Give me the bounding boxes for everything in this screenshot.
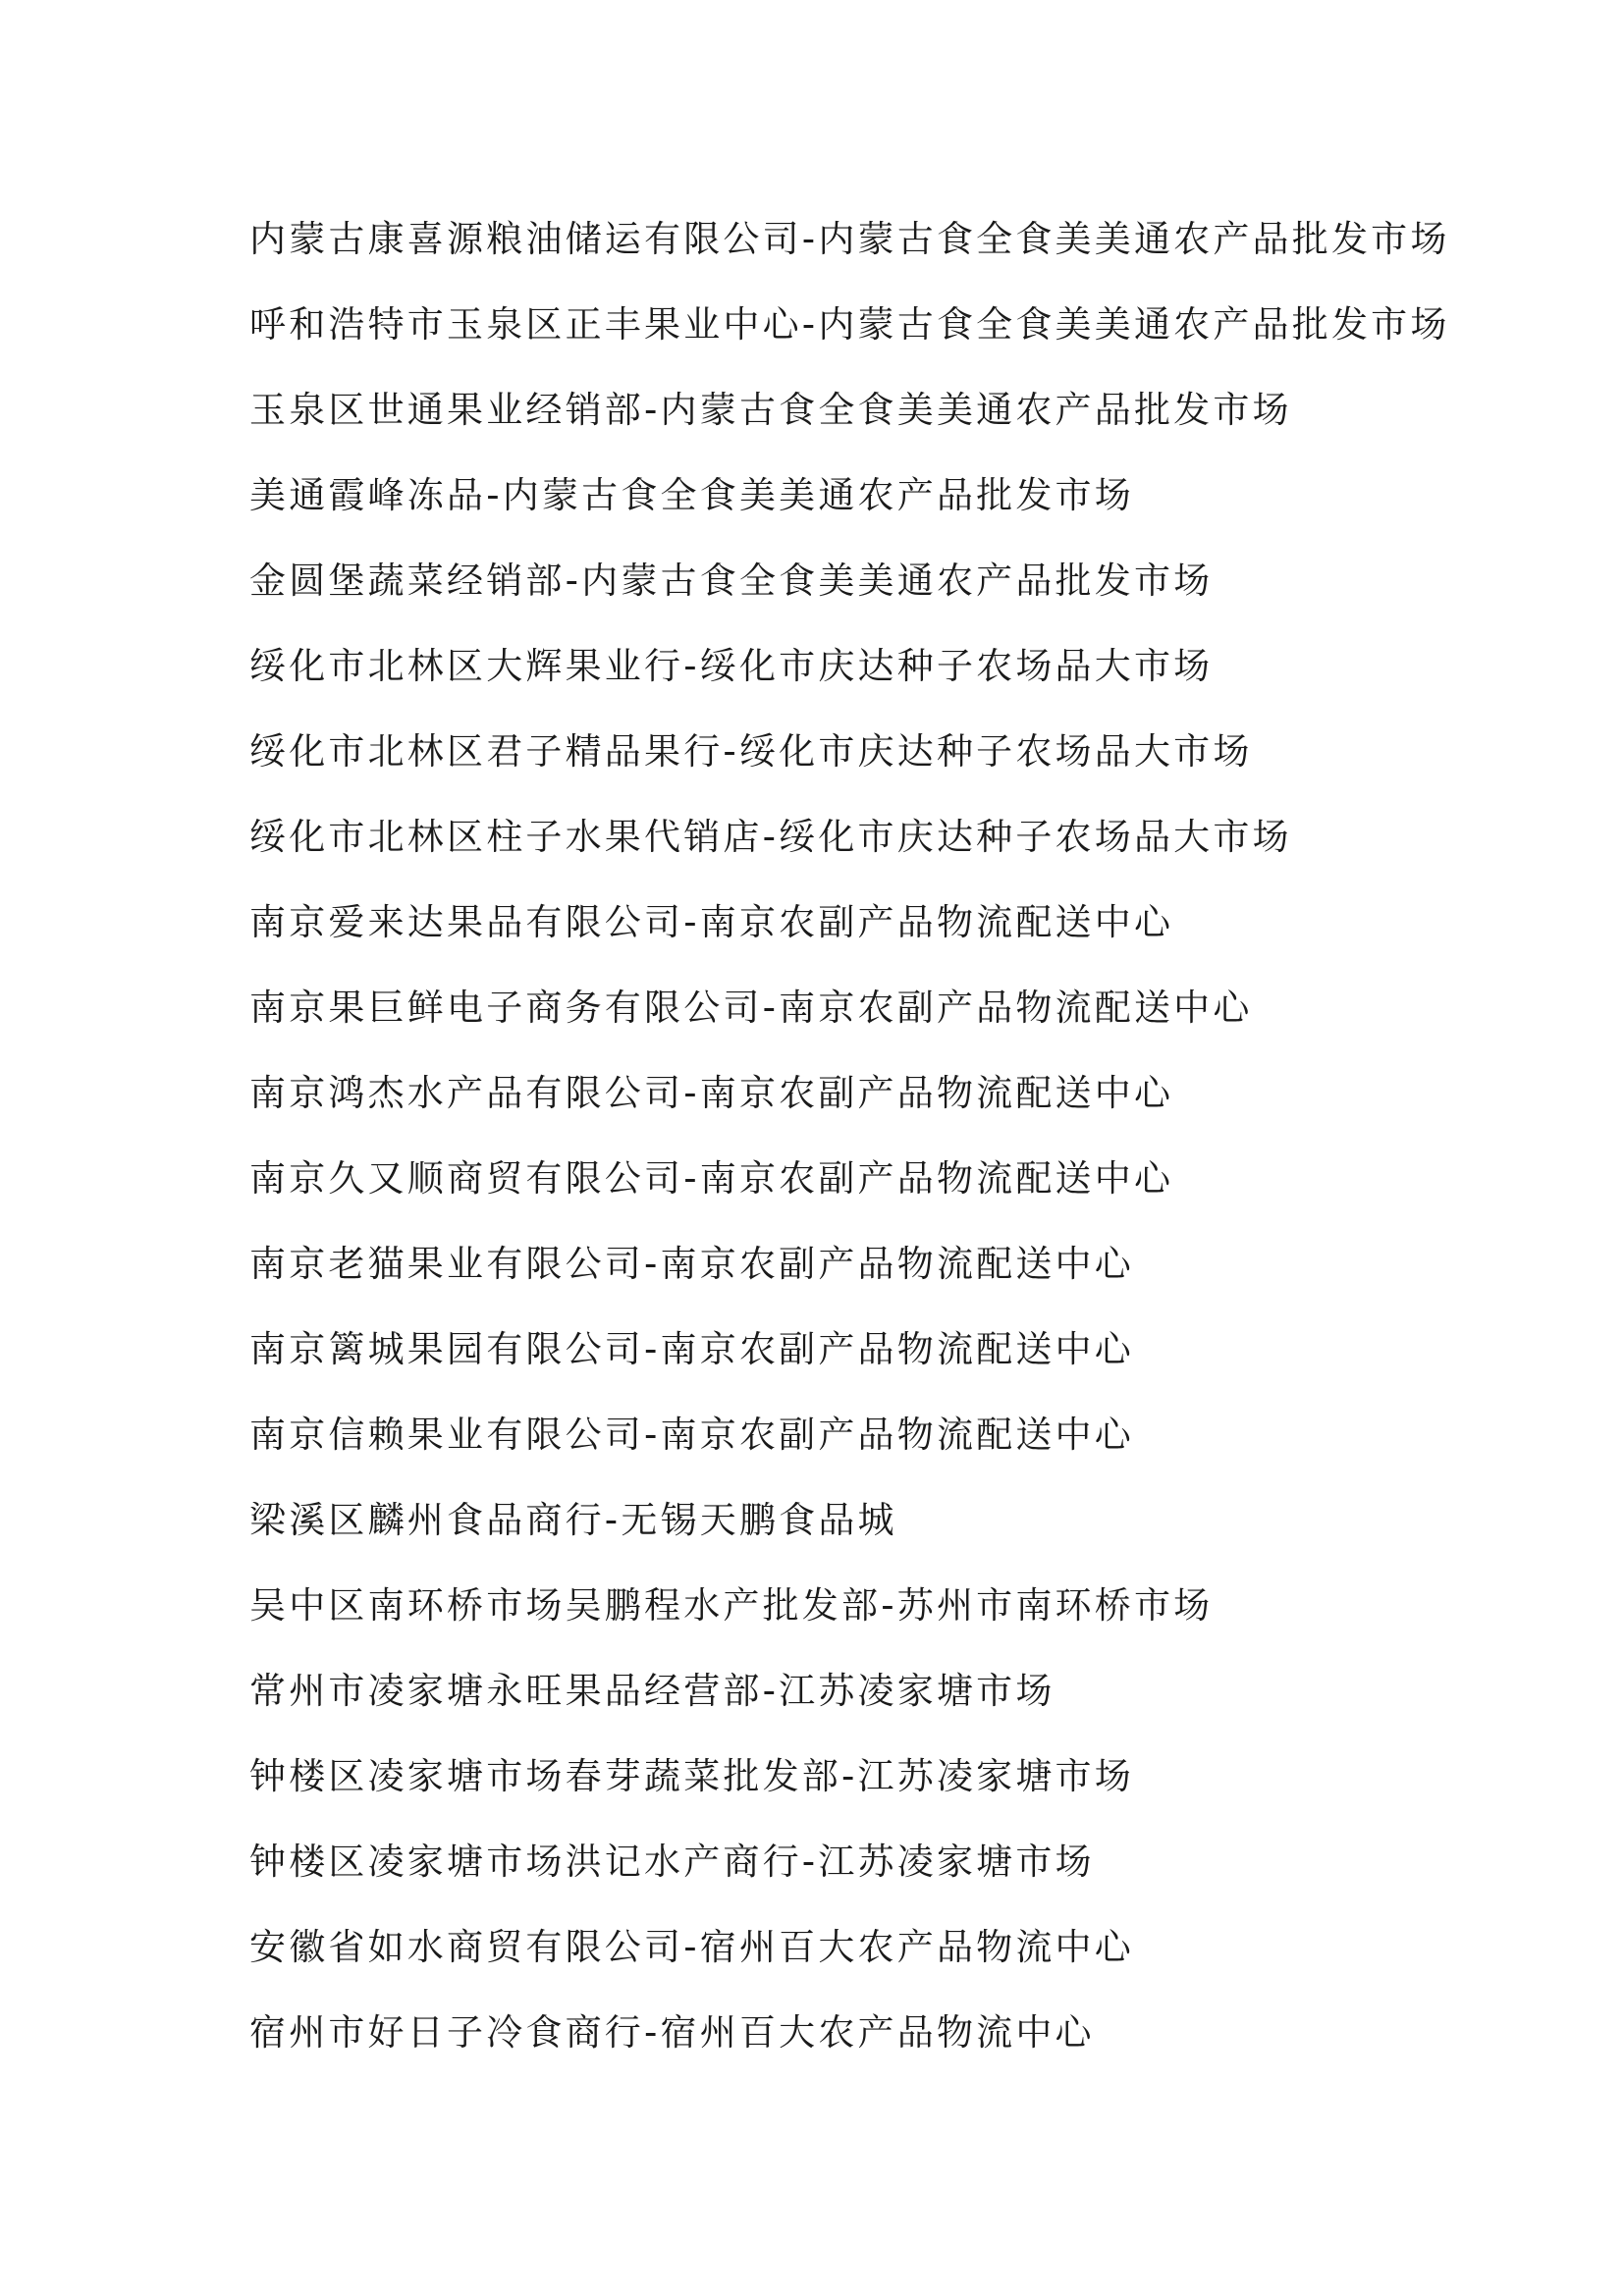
list-item: 钟楼区凌家塘市场洪记水产商行-江苏凌家塘市场 [249, 1841, 1095, 1883]
list-item: 南京果巨鲜电子商务有限公司-南京农副产品物流配送中心 [249, 987, 1253, 1029]
list-item: 南京久又顺商贸有限公司-南京农副产品物流配送中心 [249, 1157, 1174, 1200]
list-item: 金圆堡蔬菜经销部-内蒙古食全食美美通农产品批发市场 [249, 560, 1214, 602]
list-item: 常州市凌家塘永旺果品经营部-江苏凌家塘市场 [249, 1670, 1056, 1712]
list-item: 内蒙古康喜源粮油储运有限公司-内蒙古食全食美美通农产品批发市场 [249, 218, 1450, 260]
list-item: 南京爱来达果品有限公司-南京农副产品物流配送中心 [249, 901, 1174, 943]
list-item: 美通霞峰冻品-内蒙古食全食美美通农产品批发市场 [249, 474, 1134, 516]
list-item: 南京老猫果业有限公司-南京农副产品物流配送中心 [249, 1243, 1134, 1285]
list-item: 梁溪区麟州食品商行-无锡天鹏食品城 [249, 1499, 897, 1541]
list-item: 南京信赖果业有限公司-南京农副产品物流配送中心 [249, 1414, 1134, 1456]
list-item: 南京篱城果园有限公司-南京农副产品物流配送中心 [249, 1328, 1134, 1370]
list-item: 绥化市北林区大辉果业行-绥化市庆达种子农场品大市场 [249, 645, 1214, 687]
list-item: 宿州市好日子冷食商行-宿州百大农产品物流中心 [249, 2011, 1095, 2054]
company-market-list [249, 212, 1450, 2091]
list-item: 安徽省如水商贸有限公司-宿州百大农产品物流中心 [249, 1926, 1134, 1968]
list-item: 呼和浩特市玉泉区正丰果业中心-内蒙古食全食美美通农产品批发市场 [249, 303, 1450, 346]
list-item: 南京鸿杰水产品有限公司-南京农副产品物流配送中心 [249, 1072, 1174, 1114]
list-item: 钟楼区凌家塘市场春芽蔬菜批发部-江苏凌家塘市场 [249, 1755, 1134, 1797]
list-item: 吴中区南环桥市场吴鹏程水产批发部-苏州市南环桥市场 [249, 1584, 1214, 1627]
list-item: 玉泉区世通果业经销部-内蒙古食全食美美通农产品批发市场 [249, 389, 1292, 431]
list-item: 绥化市北林区柱子水果代销店-绥化市庆达种子农场品大市场 [249, 816, 1292, 858]
list-item: 绥化市北林区君子精品果行-绥化市庆达种子农场品大市场 [249, 730, 1253, 773]
